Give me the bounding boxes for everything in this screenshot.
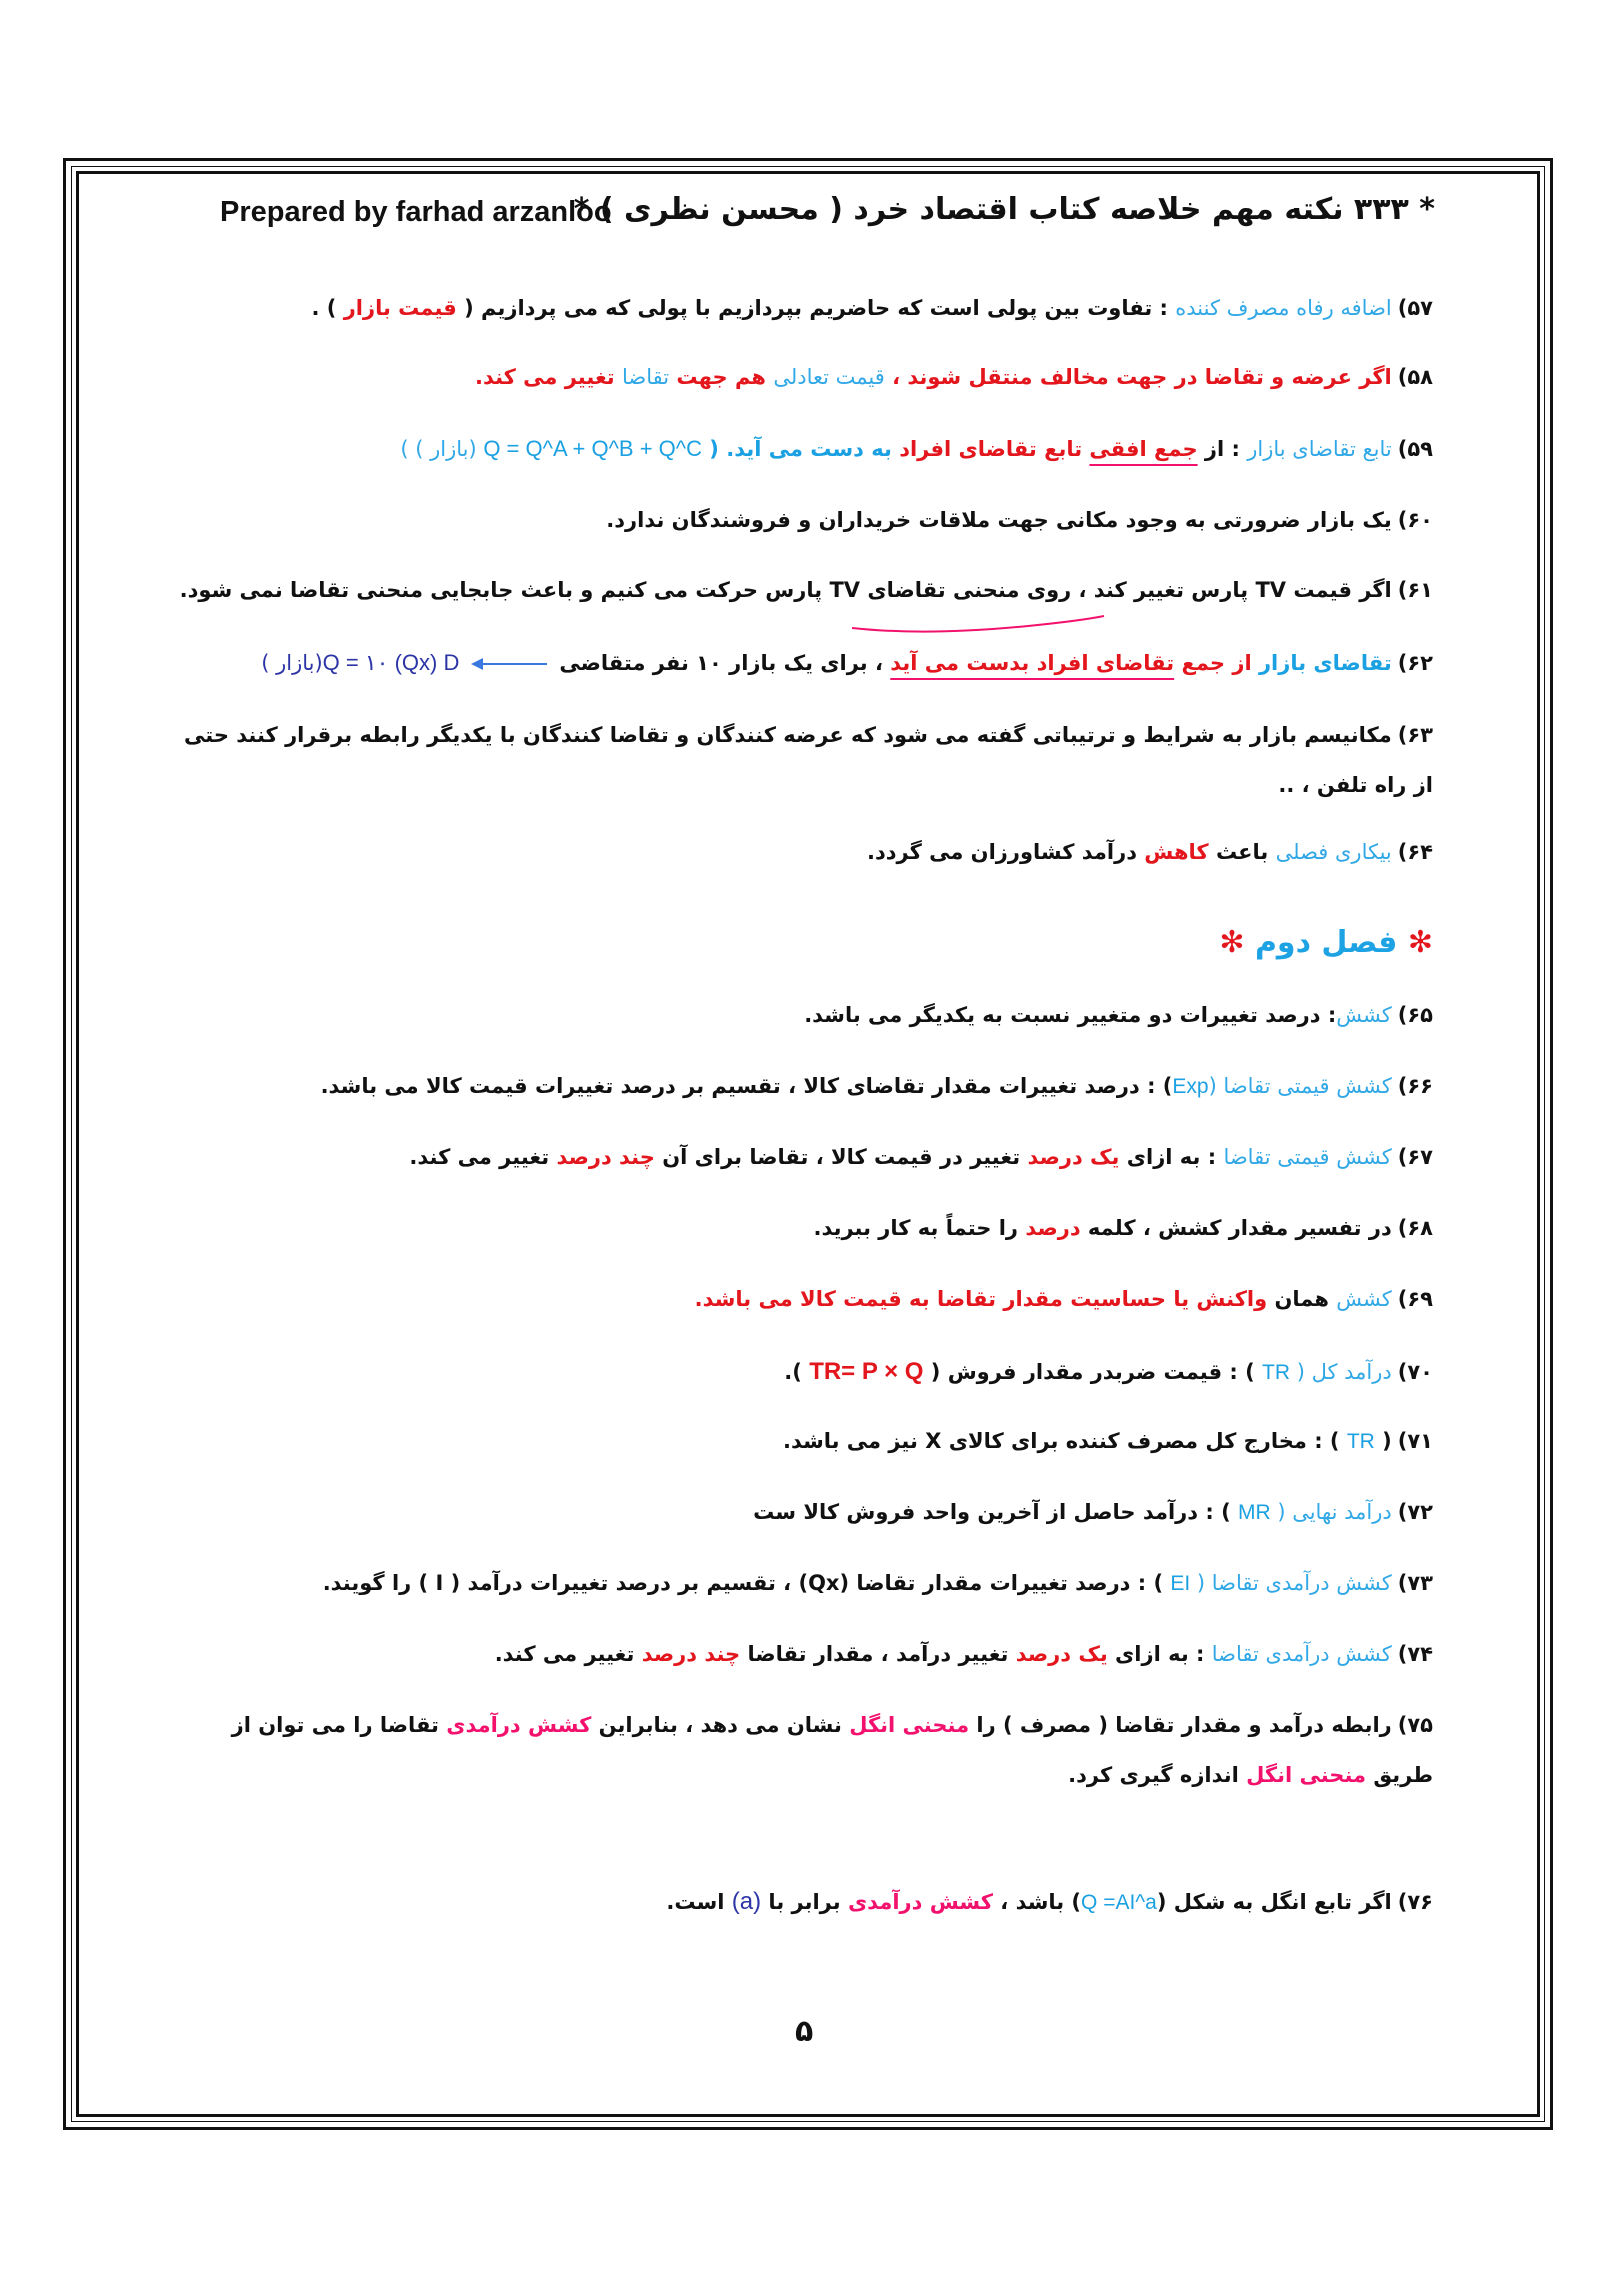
item-60: ۶۰)یک بازار ضرورتی به وجود مکانی جهت ملاقات خریداران و فروشندگان ندارد. bbox=[606, 508, 1433, 532]
item-57: ۵۷)اضافه رفاه مصرف کننده : تفاوت بین پولی است که حاضریم بپردازیم با پولی که می پردازیم ( قیمت بازار ) . bbox=[311, 296, 1433, 320]
item-74: ۷۴)کشش درآمدی تقاضا : به ازای یک درصد تغییر درآمد ، مقدار تقاضا چند درصد تغییر می کند. bbox=[494, 1642, 1433, 1666]
item-62: ۶۲)تقاضای بازار از جمع تقاضای افراد بدست می آید ، برای یک بازار ۱۰ نفر متقاضیQ = ۱۰ (Qx) D(بازار ) bbox=[261, 650, 1433, 675]
market-demand-equation: Q = Q^A + Q^B + Q^C bbox=[483, 436, 702, 461]
item-73: ۷۳)کشش درآمدی تقاضا ( EI ) : درصد تغییرات مقدار تقاضا (Qx) ، تقسیم بر درصد تغییرات درآمد ( I ) را گویند. bbox=[322, 1571, 1433, 1595]
item-63: ۶۳)مکانیسم بازار به شرایط و ترتیباتی گفته می شود که عرضه کنندگان و تقاضا کنندگان با یکدیگر رابطه برقرار کنند حتی از راه تلفن ، .. bbox=[184, 723, 1433, 797]
item-61: ۶۱)اگر قیمت TV پارس تغییر کند ، روی منحنی تقاضای TV پارس حرکت می کنیم و باعث جابجایی منحنی تقاضا نمی شود. bbox=[179, 578, 1433, 602]
item-66: ۶۶)کشش قیمتی تقاضا (Exp) : درصد تغییرات مقدار تقاضای کالا ، تقسیم بر درصد تغییرات قیمت کالا می باشد. bbox=[320, 1074, 1433, 1098]
item-70: ۷۰)درآمد کل ( TR ) : قیمت ضربدر مقدار فروش ( TR= P × Q ). bbox=[784, 1358, 1433, 1385]
section-heading: ✻ فصل دوم ✻ bbox=[1219, 925, 1433, 960]
item-59: ۵۹)تابع تقاضای بازار : از جمع افقی تابع تقاضای افراد به دست می آید. ( Q = Q^A + Q^B + Q^C (بازار ) ) bbox=[400, 436, 1433, 461]
engel-function-equation: Q =AI^a bbox=[1081, 1891, 1157, 1914]
header-title: * ۳۳۳ نکته مهم خلاصه کتاب اقتصاد خرد ( محسن نظری ) * bbox=[573, 192, 1435, 227]
item-64: ۶۴)بیکاری فصلی باعث کاهش درآمد کشاورزان می گردد. bbox=[866, 840, 1433, 864]
item-67: ۶۷)کشش قیمتی تقاضا : به ازای یک درصد تغییر در قیمت کالا ، تقاضا برای آن چند درصد تغییر می کند. bbox=[409, 1145, 1433, 1169]
underline-annotation-61 bbox=[848, 612, 1108, 636]
asterisk-icon: ✻ bbox=[1397, 925, 1433, 960]
total-revenue-equation: TR= P × Q bbox=[809, 1358, 924, 1385]
item-71: ۷۱)( TR ) : مخارج کل مصرف کننده برای کالای X نیز می باشد. bbox=[782, 1429, 1433, 1453]
item-72: ۷۲)درآمد نهایی ( MR ) : درآمد حاصل از آخرین واحد فروش کالا ست bbox=[753, 1500, 1433, 1524]
item-75: ۷۵)رابطه درآمد و مقدار تقاضا ( مصرف ) را منحنی انگل نشان می دهد ، بنابراین کشش درآمدی تقاضا را می توان از طریق منحنی انگل اندازه گیری کرد. bbox=[231, 1713, 1433, 1787]
page-number: ۵ bbox=[795, 2014, 814, 2049]
header-prepared-by: Prepared by farhad arzanloo bbox=[220, 196, 612, 228]
page-border-inner bbox=[76, 171, 1540, 2117]
item-69: ۶۹)کشش همان واکنش یا حساسیت مقدار تقاضا به قیمت کالا می باشد. bbox=[694, 1287, 1433, 1311]
market-demand-sum-equation: Q = ۱۰ (Qx) D bbox=[322, 650, 460, 675]
item-76: ۷۶)اگر تابع انگل به شکل (Q =AI^a) باشد ، کشش درآمدی برابر با (a) است. bbox=[666, 1888, 1433, 1915]
page-header bbox=[220, 192, 1435, 242]
item-58: ۵۸)اگر عرضه و تقاضا در جهت مخالف منتقل شوند ، قیمت تعادلی هم جهت تقاضا تغییر می کند. bbox=[474, 365, 1433, 389]
item-68: ۶۸)در تفسیر مقدار کشش ، کلمه درصد را حتماً به کار ببرید. bbox=[813, 1216, 1433, 1240]
asterisk-icon: ✻ bbox=[1219, 925, 1255, 960]
arrow-left-icon bbox=[469, 656, 549, 672]
item-65: ۶۵)کشش: درصد تغییرات دو متغییر نسبت به یکدیگر می باشد. bbox=[804, 1003, 1433, 1027]
